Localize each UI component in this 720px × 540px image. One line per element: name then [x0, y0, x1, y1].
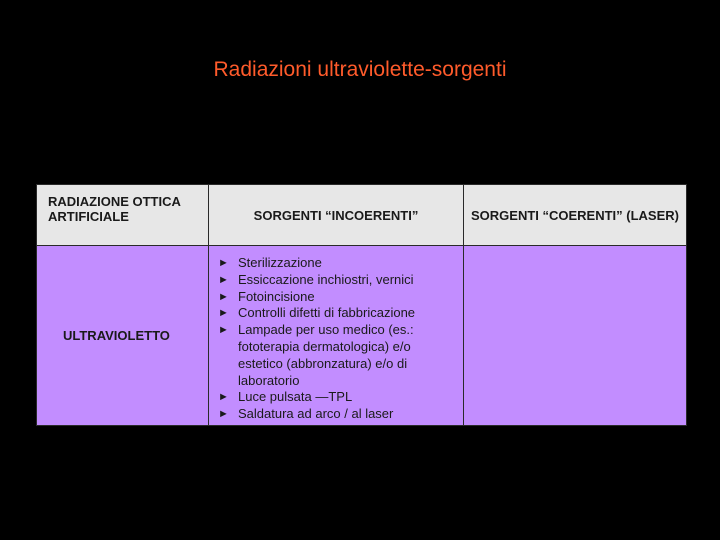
list-item-text: Essiccazione inchiostri, vernici: [238, 271, 414, 287]
list-item-text: Saldatura ad arco / al laser: [238, 406, 394, 422]
list-item: [218, 406, 459, 423]
list-item-text: Controlli difetti di fabbricazione: [238, 305, 416, 321]
list-item: [218, 322, 459, 389]
bullet-arrow-icon: ►: [218, 273, 229, 286]
bullet-arrow-icon: ►: [218, 307, 229, 320]
list-item-text: Lampade per uso medico (es.: fototerapia dermatologica) e/o estetico (abbronzatura) e/o di laboratorio: [238, 322, 414, 388]
list-item: [218, 255, 459, 272]
uv-sources-table: [36, 184, 687, 426]
header-coherent-sources: SORGENTI “COERENTI” (LASER): [464, 185, 687, 246]
bullet-arrow-icon: ►: [218, 408, 229, 421]
list-item-text: Luce pulsata —TPL: [238, 389, 353, 405]
list-item: [218, 305, 459, 322]
table-header-row: [37, 185, 687, 246]
table-row-ultraviolet: [37, 246, 687, 426]
slide-title: Radiazioni ultraviolette-sorgenti: [213, 58, 507, 81]
bullet-arrow-icon: ►: [218, 324, 229, 337]
list-item: [218, 272, 459, 289]
bullet-arrow-icon: ►: [218, 257, 229, 269]
header-optical-radiation: RADIAZIONE OTTICA ARTIFICIALE: [37, 185, 209, 246]
list-item-text: Fotoincisione: [238, 288, 315, 304]
category-cell: ULTRAVIOLETTO: [37, 246, 209, 426]
list-item-text: Sterilizzazione: [238, 255, 322, 270]
coherent-sources-cell: [464, 246, 687, 426]
bullet-arrow-icon: ►: [218, 290, 229, 303]
bullet-arrow-icon: ►: [218, 391, 229, 404]
list-item: [218, 389, 459, 406]
incoherent-sources-list: [218, 255, 459, 423]
header-incoherent-sources: SORGENTI “INCOERENTI”: [209, 185, 464, 246]
list-item: [218, 289, 459, 306]
incoherent-sources-cell: [209, 246, 464, 426]
